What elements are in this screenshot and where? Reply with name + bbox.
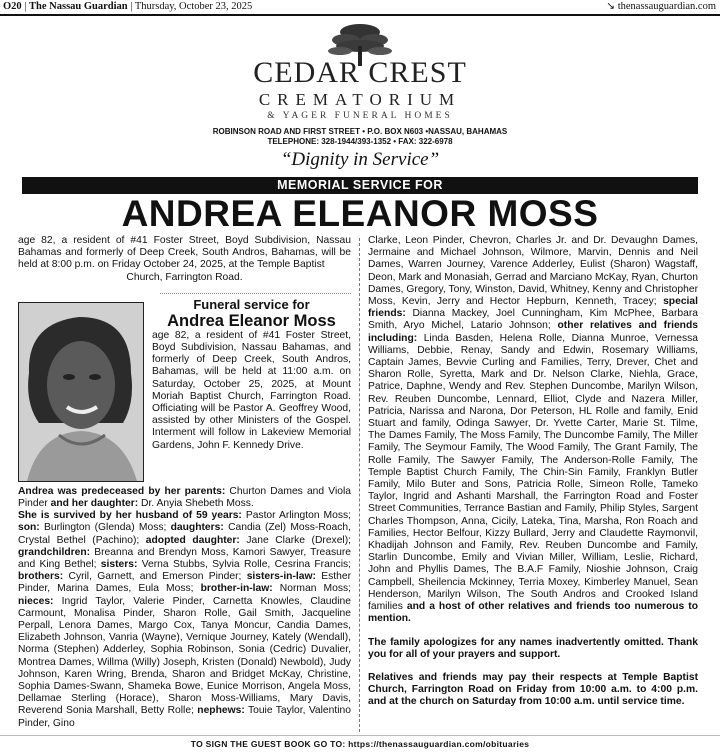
daughters-label: daughters:: [170, 522, 224, 534]
spacer: [368, 661, 698, 672]
guest-book-link[interactable]: TO SIGN THE GUEST BOOK GO TO: https://thenassauguardian.com/obituaries: [190, 739, 530, 749]
brothers: Cyril, Garnett, and Emerson Pinder;: [63, 571, 247, 583]
grandchildren: Breanna and Brendyn Moss, Kamori Sawyer, Treasure and King Bethel;: [18, 546, 351, 571]
brother-in-law-label: brother-in-law:: [200, 583, 273, 595]
sisters-in-law: Esther Pinder, Marina Dames, Eula Moss;: [18, 571, 351, 595]
footer-rule: [0, 735, 720, 736]
other-relatives-label: other relatives and friends including:: [368, 320, 698, 344]
nephews-right: Clarke, Leon Pinder, Chevron, Charles Jr. and Dr. Devaughn Dames, Jermaine and Michael Johnson, Wilmore, Marvin, Dennis and Neil Dames, Warren Journey, Varence Adderley, Eulist (Sharon) Wagstaff, Deon, Mark and Monasiah, Gerrad and Marciano McKay, Ryan, Churton Dames, Gregory, Tony, Winston, David, Whitney, Kenny and Christopher Moss, Kevin, Jerry and Hector Hepburn, Kenneth, Tracey;: [368, 235, 698, 308]
apology: The family apologizes for any names inadvertently omitted. Thank you for all of your prayers and support.: [368, 636, 698, 660]
nephews-label: nephews:: [197, 705, 245, 717]
parents: Churton Dames and Viola Pinder: [18, 485, 351, 510]
logo-wordmark: CEDAR CREST: [253, 56, 467, 89]
page-header: [0, 0, 720, 14]
issue-date: Thursday, October 23, 2025: [134, 1, 253, 12]
husband: Pastor Arlington Moss;: [241, 510, 352, 522]
logo-tagline: & YAGER FUNERAL HOMES: [267, 111, 453, 121]
header-rule: [0, 14, 720, 16]
sisters: Verna Stubbs, Sylvia Rolle, Cesrina Francis;: [137, 559, 351, 571]
sisters-in-law-label: sisters-in-law:: [246, 571, 316, 583]
viewing-info: Relatives and friends may pay their respects at Temple Baptist Church, Farrington Road on Friday from 10:00 a.m. to 4:00 p.m. and at the church on Saturday from 10:00 a.m. until service time.: [368, 671, 698, 708]
left-column: [18, 235, 351, 730]
nephews-left: Touie Taylor, Valentino Pinder, Gino: [18, 705, 351, 729]
site-url[interactable]: thenassauguardian.com: [617, 1, 716, 12]
newspaper-name: The Nassau Guardian: [29, 1, 128, 12]
brothers-label: brothers:: [18, 571, 64, 583]
son: Burlington (Glenda) Moss;: [39, 522, 171, 534]
deceased-name: ANDREA ELEANOR MOSS: [121, 193, 599, 234]
header-right: [606, 0, 716, 13]
memorial-intro: [18, 235, 351, 284]
survivors-continued: [368, 235, 698, 626]
predeceased-lead: Andrea was predeceased by her parents:: [18, 485, 226, 497]
predeceased-paragraph: [18, 486, 351, 510]
spacer: [368, 626, 698, 637]
funeral-service-title: Funeral service for: [193, 296, 310, 312]
survivors-lead: She is survived by her husband of 59 years:: [18, 510, 242, 522]
daughters: Candia (Zel) Moss-Roach, Crystal Bethel (Pachino);: [18, 522, 351, 546]
son-label: son:: [18, 522, 40, 534]
sisters-label: sisters:: [100, 559, 138, 571]
nieces-label: nieces:: [18, 595, 54, 607]
adopted: Jane Clarke (Drexel);: [239, 534, 352, 546]
survivors-paragraph: [18, 510, 351, 730]
portrait-photo: [18, 302, 144, 482]
special-friends: Dianna Mackey, Joel Cunningham, Kim McPhee, Barbara Smith, Aryo Michel, Latario Johnson;: [368, 308, 698, 332]
memorial-intro-end: Church, Farrington Road.: [126, 271, 243, 283]
daughter-label: and her daughter:: [50, 498, 139, 510]
logo-subtitle: CREMATORIUM: [258, 90, 462, 109]
right-column: [368, 235, 698, 709]
page-number: O20: [3, 1, 22, 12]
funeral-home-address: ROBINSON ROAD AND FIRST STREET • P.O. BOX N603 •NASSAU, BAHAMAS: [212, 127, 508, 136]
other-relatives: Linda Basden, Helena Rolle, Dianna Munroe, Vernessa Williams, Debbie, Renay, Sandy and Edwin, Rosemary Williams, Captain James, Bevvie Curling and Families, Terry, Drever, Chet and Sharon Rolle, Syretta, Mark and Dr. Nelson Clarke, Niehla, Grace, Patrice, Daphne, Wendy and Rev. Stephen Duncombe, Marilyn Wilson, Rev. Reuben Duncombe, Lennard, Elliot, Clyde and Nazera Miller, Patricia, Narissa and Narona, Dor Peterson, HL Rolle and family, Enid Stuart and family, Odinga Sawyer, Dr. Yvette Carter, Marie St. Tilme, The Dames Family, The Moss Family, The Duncombe Family, The Miller Family, The Seymour Family, The Wood Family, The Grant Family, The Rolle Family, The Sawyer Family, The Anderson-Rolle Family, The Temple Baptist Church Family, The Chin-Sin Family, Franklyn Butler Family, Milo Buter and Sons, Patricia Rolle, Simeon Rolle, Tameko Taylor, Ingrid and Ashanti Marshall, the Farrington Road and Foster Street Communities, Terrance Bastian and Family, Philip Styles, Sargent Charles Thompson, Anna, Cicily, Lateka, Tina, Marsha, Ron Roach and Families, Hector Belfour, Kizzy Bullard, Jerry and Claudette Raymonvil, Khadijah Johnson and Family, Rev. Reuben Duncombe and Family, Starlin Duncombe, Emily and Vivian Miller, William, Leslie, Richard, John and Phyllis Dames, The B.A.F Family, Nioshie Johnson, Craig Campbell, Sheilencia Mckinney, Terria Moxey, Kimberley Manuel, Sean Henderson, Marilyn Wilson, The South Andros and Crooked Island families: [368, 332, 698, 613]
motto: “Dignity in Service”: [280, 149, 440, 170]
funeral-service-text: age 82, a resident of #41 Foster Street, Boyd Subdivision, Nassau Bahamas, and formerly of Deep Creek, South Andros, Bahamas, will be held at 11:00 a.m. on Saturday, October 25, 2025, at Mount Moriah Baptist Church, Farrington Road. Officiating will be Pastor A. Geoffrey Wood, assisted by other Ministers of the Gospel. Interment will follow in Lakeview Memorial Gardens, John F. Kennedy Drive.: [152, 329, 351, 451]
special-friends-label: special friends:: [368, 296, 698, 320]
grandchildren-label: grandchildren:: [18, 546, 91, 558]
memorial-intro-text: age 82, a resident of #41 Foster Street, Boyd Subdivision, Nassau Bahamas and formerly of Deep Creek, South Andros, Bahamas, will be held at 8:00 p.m. on Friday October 24, 2025, at the Temple Baptist: [18, 235, 351, 271]
header-left: O20 | The Nassau Guardian | Thursday, October 23, 2025: [3, 1, 253, 12]
daughter: Dr. Anyia Shebeth Moss.: [138, 498, 254, 510]
nieces: Ingrid Taylor, Valerie Pinder, Carnetta Knowles, Claudine Carmount, Monalisa Pinder, Sharon Rolle, Gail Smith, Jacqueline Perpall, Lenora Dames, Margo Cox, Tanya Moncur, Candia Dames, Elizabeth Johnson, Vanria (Wayne), Vernique Journey, Kately (Wendall), Norma (Stephen) Adderley, Sophia Robinson, Sonia (Cedric) Duvalier, Montrea Dames, Willma (Willy) Joseph, Kristen (Donald) Newbold), Judy Johnson, Karen Wring, Brenda, Sharon and Bridget McKay, Christine, Sophia Dames-Swann, Shameka Bowe, Eunice Morrison, Angela Moss, Dellamae Sterling (Horace), Sharon Moss-Williams, Mary Davis, Reverend Sonia Marshall, Betty Rolle;: [18, 595, 351, 717]
portrait-image: [19, 303, 143, 481]
divider-dotted: [160, 293, 351, 294]
funeral-home-telephone: TELEPHONE: 328-1944/393-1352 • FAX: 322-6978: [267, 137, 453, 146]
brother-in-law: Norman Moss;: [272, 583, 351, 595]
adopted-label: adopted daughter:: [145, 534, 240, 546]
funeral-service-name: Andrea Eleanor Moss: [167, 311, 336, 330]
arrow-icon: ↘: [606, 1, 616, 12]
column-divider: [359, 238, 360, 732]
closing-line: and a host of other relatives and friends too numerous to mention.: [368, 601, 698, 625]
memorial-banner: MEMORIAL SERVICE FOR: [22, 177, 698, 194]
